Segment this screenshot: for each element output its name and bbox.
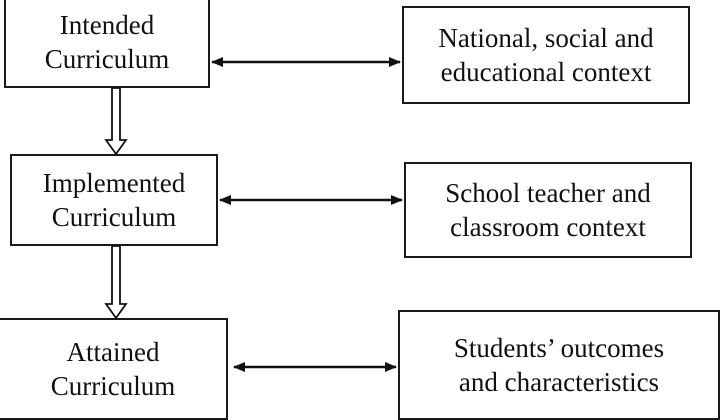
intended-curriculum-line1: Intended bbox=[59, 10, 155, 40]
implemented-curriculum-line1: Implemented bbox=[42, 168, 186, 198]
intended-curriculum-line2: Curriculum bbox=[44, 44, 170, 74]
attained-curriculum-line1: Attained bbox=[66, 337, 160, 367]
hollow-arrow-implemented-to-attained bbox=[106, 246, 126, 318]
implemented-curriculum-line2: Curriculum bbox=[51, 202, 177, 232]
school-context-line2: classroom context bbox=[450, 212, 646, 242]
national-context-line2: educational context bbox=[440, 57, 652, 87]
students-outcomes-line2: and characteristics bbox=[458, 367, 660, 397]
school-context-line1: School teacher and bbox=[445, 178, 651, 208]
hollow-arrow-intended-to-implemented bbox=[106, 88, 126, 154]
attained-curriculum-line2: Curriculum bbox=[50, 371, 176, 401]
national-context-line1: National, social and bbox=[438, 23, 654, 53]
students-outcomes-line1: Students’ outcomes bbox=[453, 333, 665, 363]
